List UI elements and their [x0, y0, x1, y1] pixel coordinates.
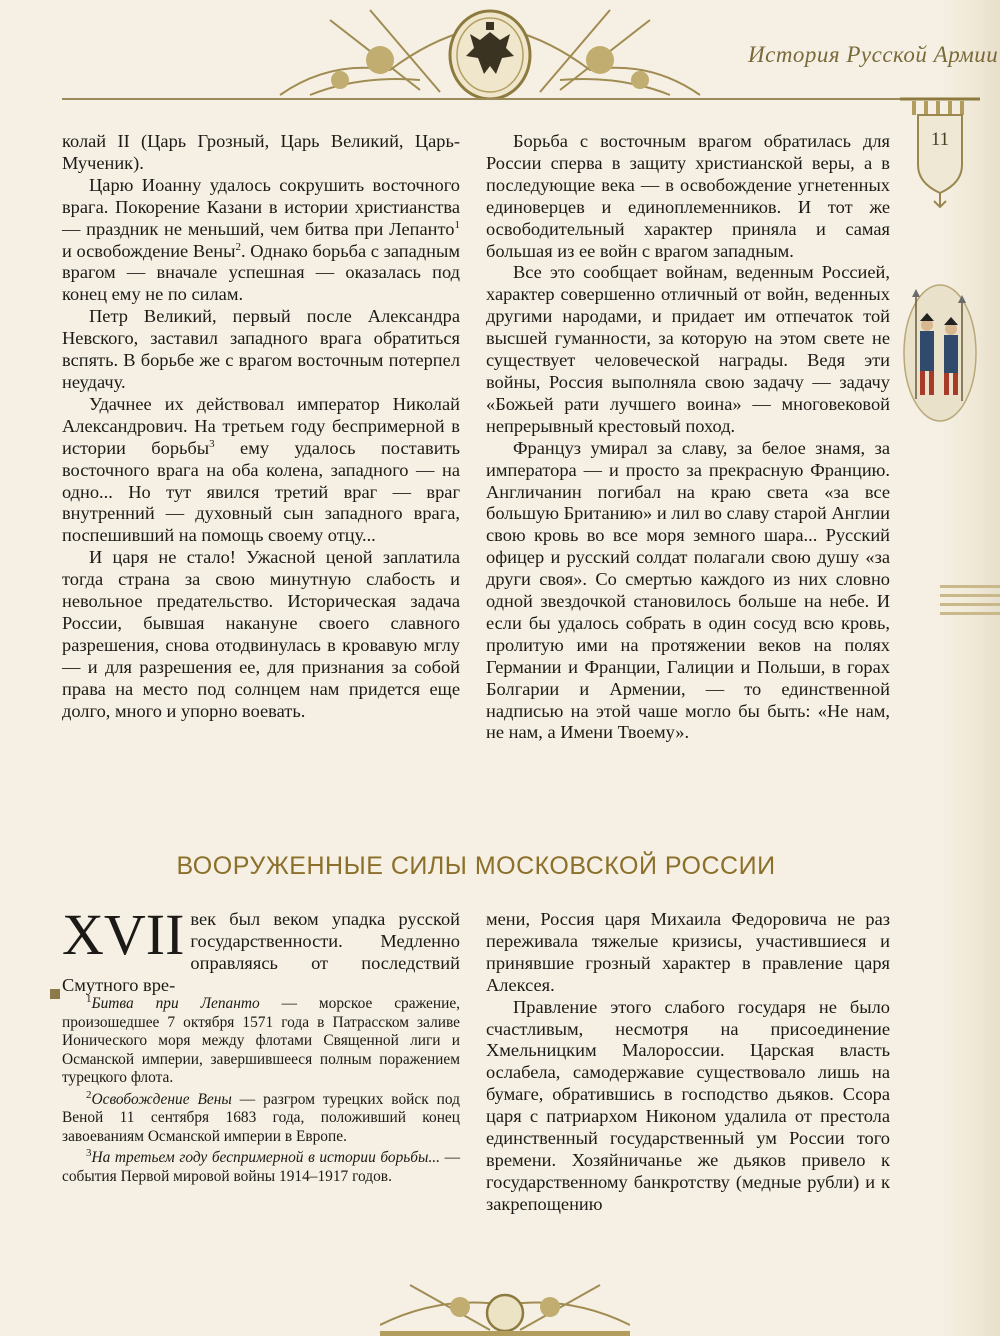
margin-stripes: [940, 585, 1000, 619]
page-number: 11: [930, 129, 950, 150]
footnote: $^3$На третьем году беспримерной в истории борьбы... — события Первой мировой войны 1914–1917 годов.: [62, 1146, 460, 1185]
soldiers-vignette: [902, 283, 978, 423]
footnote-ref[interactable]: 3: [209, 437, 215, 450]
paragraph: XVII век был веком упадка русской государственности. Медленно оправляясь от последствий Смутного вре-: [62, 902, 460, 995]
paragraph: колай II (Царь Грозный, Царь Великий, Царь-Мученик).: [62, 131, 460, 173]
paragraph: Борьба с восточным врагом обратилась для России сперва в защиту христианской веры, а в последующие века — в освобождение угнетенных единоверцев и единоплеменников. И тот же освободительный характер приняла и самая большая из ее войн с врагом западным.: [486, 131, 890, 261]
paragraph: Царю Иоанну удалось сокрушить восточного врага. Покорение Казани в истории христианства — праздник не меньший, чем битва при Лепанто$^1$ и освобождение Вены$^2$. Однако борьба с западным врагом — вначале успешная — оказалась под конец ему не по силам.: [62, 174, 460, 305]
running-head: История Русской Армии: [748, 42, 999, 67]
paragraph: И царя не стало! Ужасной ценой заплатила тогда страна за свою минутную слабость и невольное предательство. Историческая задача России, бывшая накануне своего славного разрешения, снова отодвинулась в кровавую мглу — и для разрешения ее, для признания за собой права на место под солнцем нам придется еще долго, много и упорно воевать.: [62, 547, 460, 721]
paragraph: Француз умирал за славу, за белое знамя, за императора — и просто за прекрасную Францию. Англичанин погибал на краю света «за все большую Британию» и лил во славу старой Англии свою кровь во все моря земного шара... Русский офицер и русский солдат полагали свою душу «за други своя». Со смертью каждого из них словно одной звездочкой становилось больше на небе. И если бы удалось собрать в один сосуд всю кровь, пролитую ими на протяжении веков на полях Германии и Франции, Галиции и Польши, в горах Болгарии и Армении, — то единственной надписью на этой чаше могло бы быть: «Не нам, не нам, а Имени Твоему».: [486, 437, 890, 743]
paragraph: Все это сообщает войнам, веденным Россией, характер совершенно отличный от войн, веденных другими народами, и придает им отпечаток той высшей гуманности, за которую на этом свете не существует человеческой награды. Ведя эти войны, Россия выполняла свою задачу — задачу «Божьей рати лучшего воина» — многовековой непрерывный крестовый поход.: [486, 262, 890, 436]
banner-ornament: [900, 95, 980, 215]
double-headed-eagle-ornament: [270, 0, 710, 100]
left-column-top: [62, 131, 460, 722]
footnote-ref[interactable]: 1: [454, 218, 460, 231]
section-heading: ВООРУЖЕННЫЕ СИЛЫ МОСКОВСКОЙ РОССИИ: [176, 852, 776, 880]
footnote: $^2$Освобождение Вены — разгром турецких войск под Веной 11 сентября 1683 года, положивший конец завоеваниям Османской империи в Европе.: [62, 1088, 461, 1145]
paragraph: Удачнее их действовал император Николай Александрович. На третьем году беспримерной в истории борьбы$^3$ ему удалось поставить восточного врага на оба колена, западного — на одно... Но тут явился третий враг — враг внутренний — духовный сын западного врага, поспешивший на помощь своему отцу...: [62, 393, 460, 546]
bottom-trophy-ornament: [380, 1255, 630, 1336]
right-column-top: [486, 131, 890, 744]
right-column-bottom: [486, 909, 890, 1216]
left-column-bottom: [62, 902, 460, 997]
paragraph: мени, Россия царя Михаила Федоровича не раз переживала тяжелые кризисы, участившиеся и принявшие грозный характер в правление царя Алексея.: [486, 909, 890, 995]
footnote: $^1$Битва при Лепанто — морское сражение, произошедшее 7 октября 1571 года в Патрасском заливе Ионического моря между флотами Священной лиги и Османской империи, завершившееся полным поражением турецкого флота.: [62, 992, 460, 1086]
paragraph: Правление этого слабого государя не было счастливым, несмотря на присоединение Хмельницким Малороссии. Царская власть ослабела, самодержавие существовало лишь на бумаге, обратившись в господство дьяков. Ссора царя с патриархом Никоном удалила от престола единственный государственный ум России того времени. Хозяйничанье же дьяков привело к государственному банкротству (медные рубли) и к закрепощению: [486, 996, 890, 1214]
square-bullet-icon: [50, 989, 60, 999]
footnote-ref[interactable]: 2: [235, 240, 241, 253]
footnotes: [62, 992, 461, 1189]
header-rule: [62, 98, 932, 100]
drop-cap: XVII: [62, 902, 185, 967]
paragraph: Петр Великий, первый после Александра Невского, заставил западного врага обратиться вспять. В борьбе же с врагом восточным потерпел неудачу.: [62, 306, 460, 392]
